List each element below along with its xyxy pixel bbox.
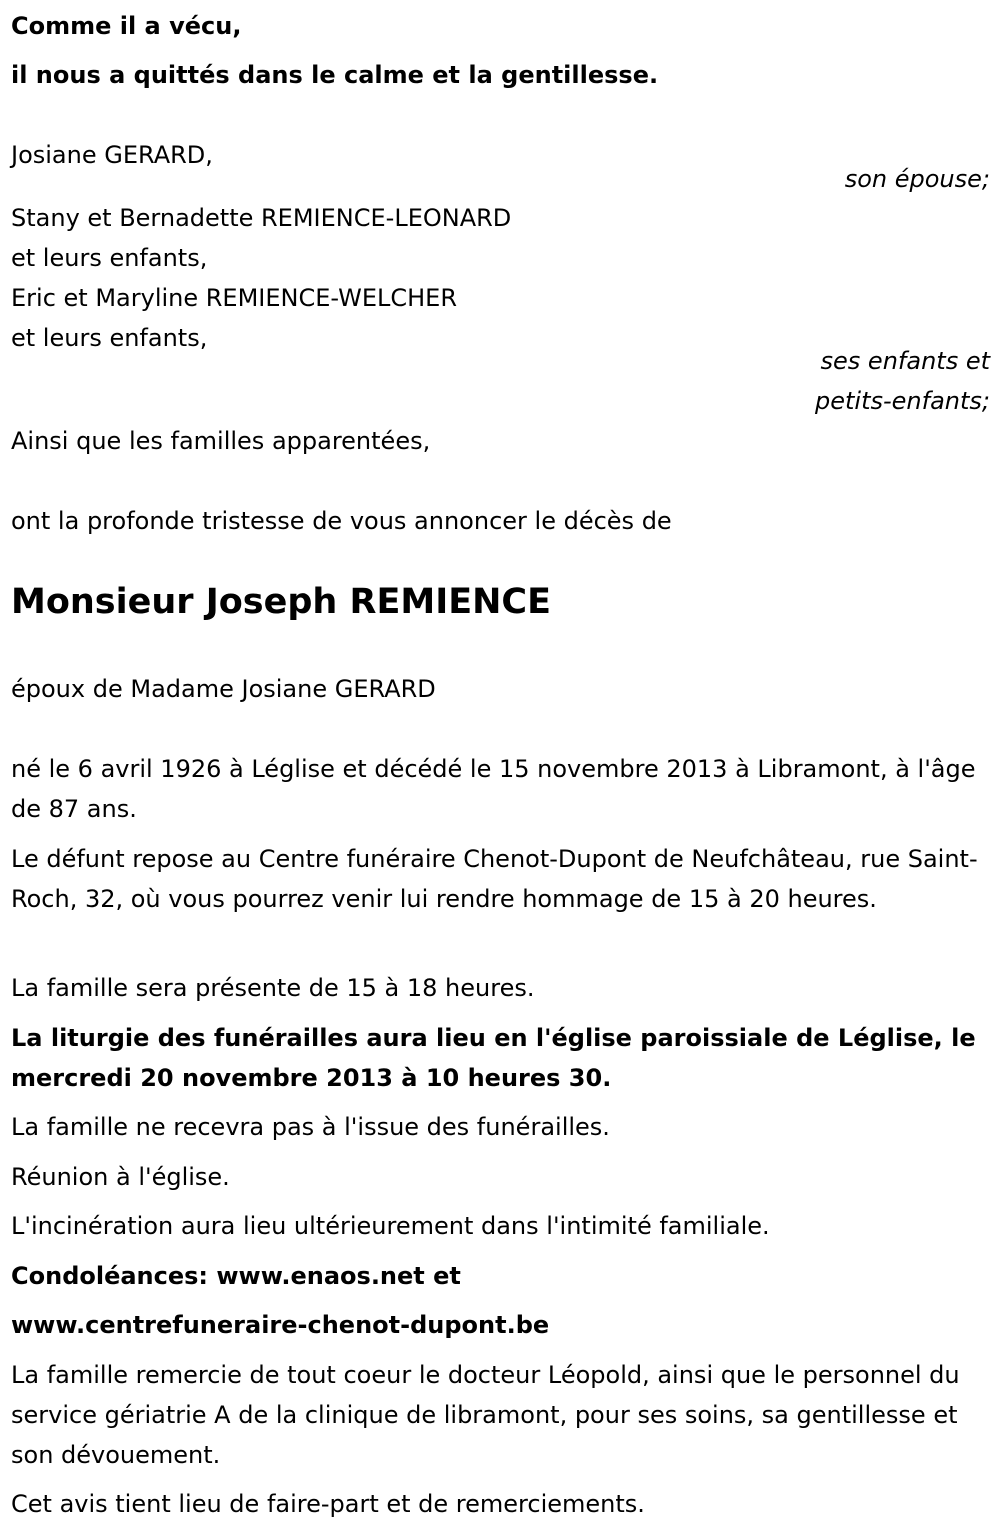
thanks-paragraph: La famille remercie de tout coeur le docteur Léopold, ainsi que le personnel du service gériatrie A de la clinique de libramont, pour ses soins, sa gentillesse et son dévouement. <box>11 1361 960 1469</box>
condolences-line-1: Condoléances: www.enaos.net et <box>11 1262 461 1290</box>
cremation-paragraph: L'incinération aura lieu ultérieurement dans l'intimité familiale. <box>11 1212 770 1240</box>
spouse-of-line: époux de Madame Josiane GERARD <box>11 675 436 703</box>
child-line-4: et leurs enfants, <box>11 324 208 352</box>
repose-paragraph: Le défunt repose au Centre funéraire Chenot-Dupont de Neufchâteau, rue Saint-Roch, 32, où vous pourrez venir lui rendre hommage de 15 à 20 heures. <box>11 845 978 913</box>
children-role-line-1: ses enfants et <box>820 347 990 375</box>
relatives-line: Ainsi que les familles apparentées, <box>11 427 431 455</box>
opening-line-2: il nous a quittés dans le calme et la gentillesse. <box>11 61 659 89</box>
birth-death-paragraph: né le 6 avril 1926 à Léglise et décédé le 15 novembre 2013 à Libramont, à l'âge de 87 ans. <box>11 755 976 823</box>
announcement-line: ont la profonde tristesse de vous annoncer le décès de <box>11 507 672 535</box>
condolences-line-2: www.centrefuneraire-chenot-dupont.be <box>11 1311 550 1339</box>
child-line-1: Stany et Bernadette REMIENCE-LEONARD <box>11 204 512 232</box>
meeting-paragraph: Réunion à l'église. <box>11 1163 230 1191</box>
no-reception-paragraph: La famille ne recevra pas à l'issue des funérailles. <box>11 1113 610 1141</box>
closing-paragraph: Cet avis tient lieu de faire-part et de remerciements. <box>11 1490 645 1518</box>
family-present-paragraph: La famille sera présente de 15 à 18 heures. <box>11 974 535 1002</box>
deceased-name: Monsieur Joseph REMIENCE <box>11 582 552 622</box>
children-role-line-2: petits-enfants; <box>815 387 990 415</box>
spouse-name: Josiane GERARD, <box>11 141 213 169</box>
spouse-role: son épouse; <box>844 165 990 193</box>
liturgy-paragraph: La liturgie des funérailles aura lieu en l'église paroissiale de Léglise, le mercredi 20 novembre 2013 à 10 heures 30. <box>11 1024 976 1092</box>
opening-line-1: Comme il a vécu, <box>11 12 242 40</box>
child-line-2: et leurs enfants, <box>11 244 208 272</box>
child-line-3: Eric et Maryline REMIENCE-WELCHER <box>11 284 458 312</box>
